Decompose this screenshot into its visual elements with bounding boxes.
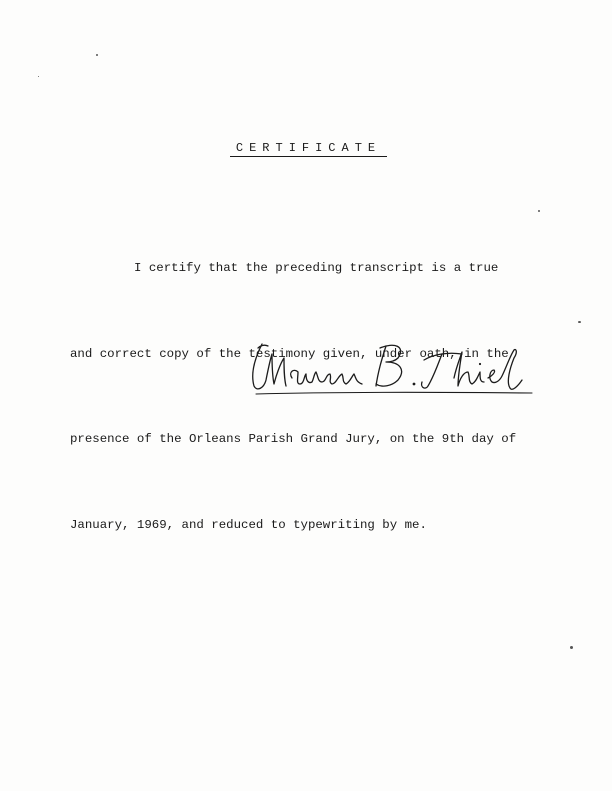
certificate-heading <box>0 141 612 157</box>
heading-text: CERTIFICATE <box>230 141 387 157</box>
scan-speck <box>538 210 540 212</box>
body-line-4: January, 1969, and reduced to typewriting by me. <box>70 517 427 532</box>
handwritten-signature <box>248 338 538 400</box>
scan-speck <box>96 54 98 56</box>
body-line-1: I certify that the preceding transcript is a true <box>134 261 499 275</box>
scan-speck <box>38 76 39 77</box>
scan-speck <box>578 321 581 323</box>
body-line-2: and correct copy of the testimony given, under oath, in the <box>70 346 509 361</box>
body-line-3: presence of the Orleans Parish Grand Jury, on the 9th day of <box>70 432 517 446</box>
scan-speck <box>570 646 573 649</box>
